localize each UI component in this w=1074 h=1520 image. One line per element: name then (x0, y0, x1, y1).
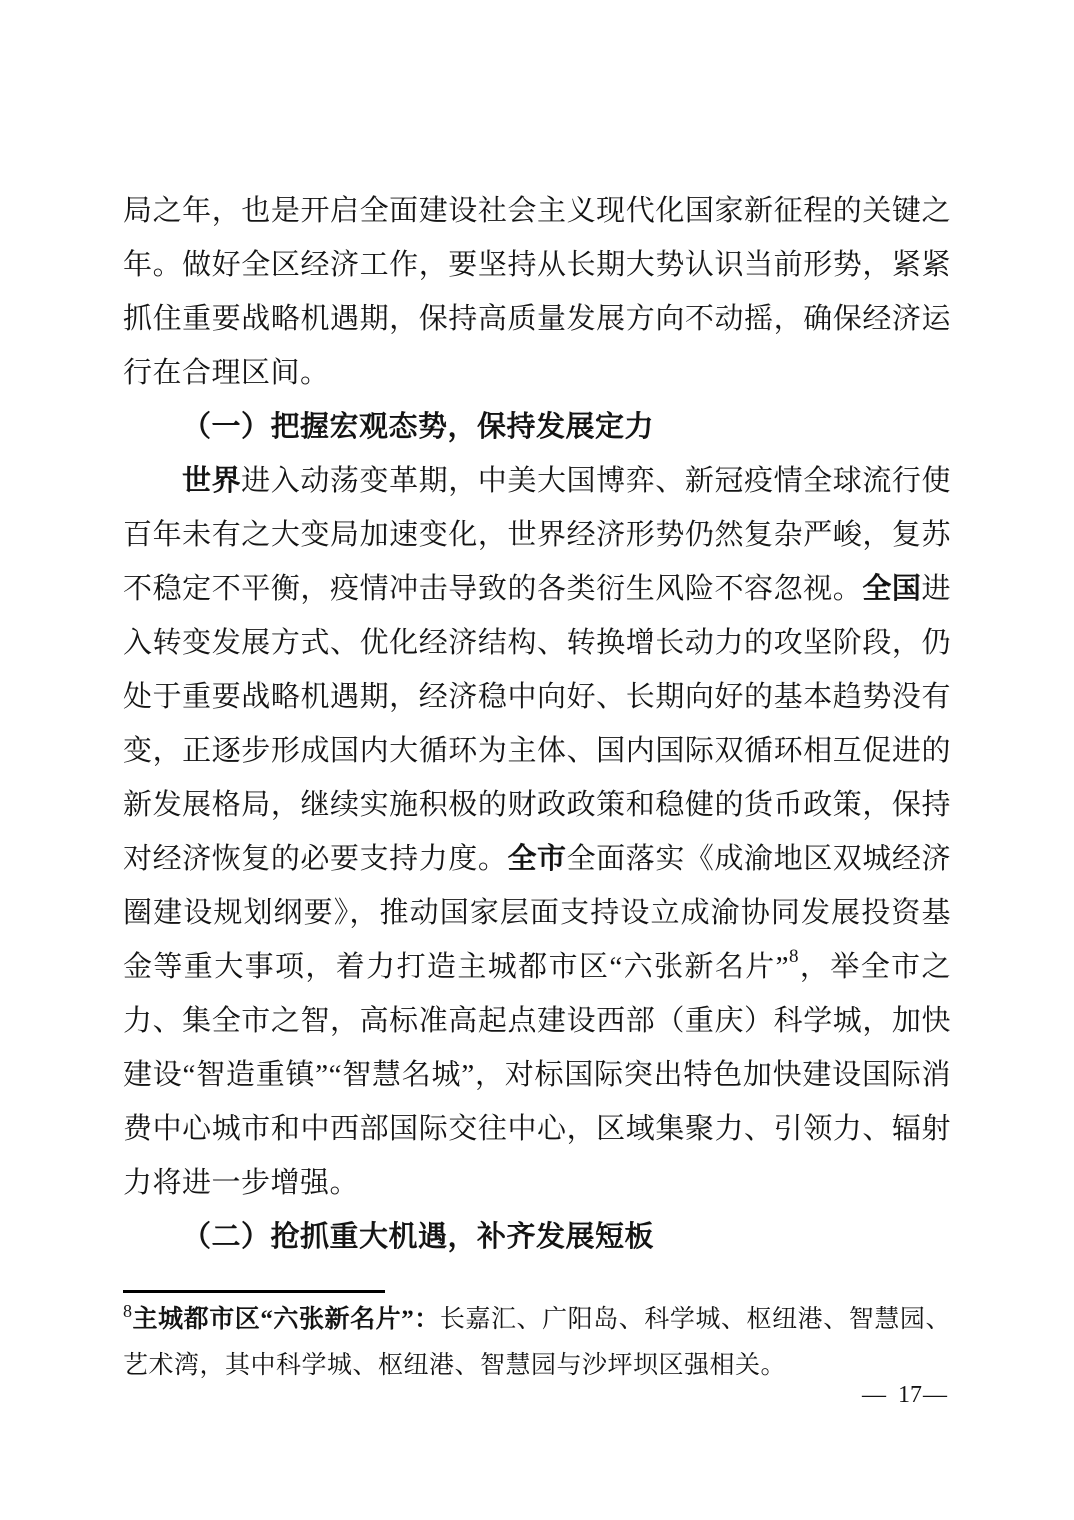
footnote-text (123, 1297, 951, 1389)
paragraph-macro-situation (123, 454, 951, 1210)
page-number-value: 17 (898, 1382, 922, 1408)
page-number (862, 1381, 947, 1409)
footnote-reference-8: 8 (789, 946, 799, 967)
body-text-segment: ，举全市之力、集全市之智，高标准高起点建设西部（重庆）科学城，加快建设“智造重镇”“智慧名城”，对标国际突出特色加快建设国际消费中心城市和中西部国际交往中心，区域集聚力、引领力、辐射力将进一步增强。 (123, 951, 951, 1199)
footnote-marker-8: 8 (123, 1301, 133, 1321)
body-text-segment: 全面落实《成渝地区双城经济圈建设规划纲要》，推动国家层面支持设立成渝协同发展投资基金等重大事项，着力打造主城都市区“六张新名片” (123, 843, 951, 983)
body-text-segment: 进入转变发展方式、优化经济结构、转换增长动力的攻坚阶段，仍处于重要战略机遇期，经济稳中向好、长期向好的基本趋势没有变，正逐步形成国内大循环为主体、国内国际双循环相互促进的新发展格局，继续实施积极的财政政策和稳健的货币政策，保持对经济恢复的必要支持力度。 (123, 573, 951, 875)
section-heading-2: （二）抢抓重大机遇，补齐发展短板 (182, 1221, 655, 1253)
page-number-dash-right: — (923, 1382, 947, 1408)
page-number-dash-left: — (862, 1382, 886, 1408)
footnote (123, 1290, 951, 1389)
bold-term-world: 世界 (182, 465, 242, 497)
document-body (123, 184, 951, 1264)
body-text-segment: 进入动荡变革期，中美大国博弈、新冠疫情全球流行使百年未有之大变局加速变化，世界经济形势仍然复杂严峻，复苏不稳定不平衡，疫情冲击导致的各类衍生风险不容忽视。 (123, 465, 951, 605)
footnote-body: 长嘉汇、广阳岛、科学城、枢纽港、智慧园、艺术湾，其中科学城、枢纽港、智慧园与沙坪坝区强相关。 (123, 1306, 951, 1379)
footnote-term: 主城都市区“六张新名片”： (132, 1306, 440, 1333)
bold-term-city: 全市 (507, 843, 567, 875)
footnote-separator (123, 1290, 385, 1293)
section-heading-1: （一）把握宏观态势，保持发展定力 (182, 411, 655, 443)
bold-term-nation: 全国 (862, 573, 922, 605)
paragraph-continuation: 局之年，也是开启全面建设社会主义现代化国家新征程的关键之年。做好全区经济工作，要坚持从长期大势认识当前形势，紧紧抓住重要战略机遇期，保持高质量发展方向不动摇，确保经济运行在合理区间。 (123, 195, 951, 389)
